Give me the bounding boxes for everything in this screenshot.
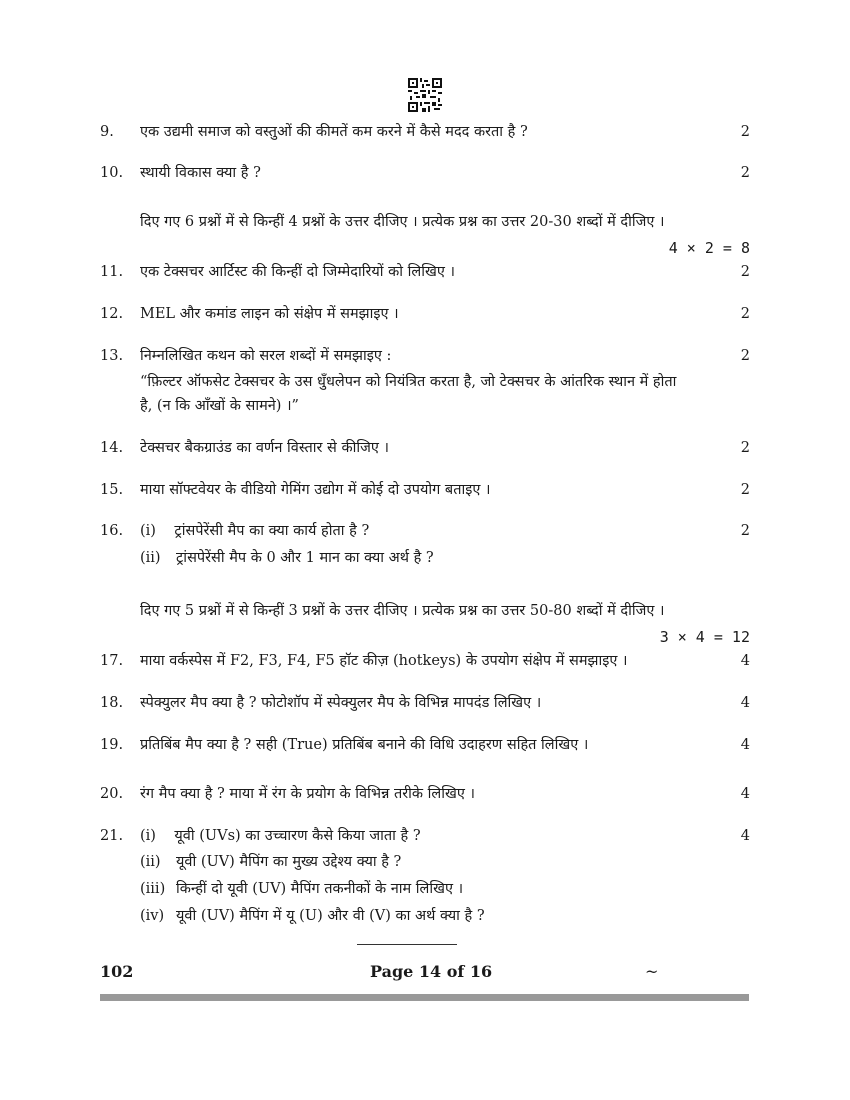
question-marks: 4: [740, 695, 750, 711]
quote-line-1: “फ़िल्टर ऑफसेट टेक्सचर के उस धुँधलेपन को नियंत्रित करता है, जो टेक्सचर के आंतरिक स्थान में होता: [140, 374, 677, 390]
question-marks: 2: [740, 440, 750, 456]
question-text: MEL और कमांड लाइन को संक्षेप में समझाइए ।: [140, 306, 399, 322]
question-text: माया सॉफ्टवेयर के वीडियो गेमिंग उद्योग में कोई दो उपयोग बताइए ।: [140, 482, 491, 498]
sub-question-number: (iv): [140, 908, 165, 924]
question-text: स्पेक्युलर मैप क्या है ? फोटोशॉप में स्पेक्युलर मैप के विभिन्न मापदंड लिखिए ।: [140, 695, 542, 711]
question-number: 17.: [100, 653, 124, 669]
section-total-marks: 4 × 2 = 8: [668, 239, 750, 257]
question-number: 19.: [100, 737, 124, 753]
quote-line-2: है, (न कि आँखों के सामने) ।”: [140, 398, 299, 414]
page-number: Page 14 of 16: [370, 962, 493, 981]
question-text: प्रतिबिंब मैप क्या है ? सही (True) प्रतिबिंब बनाने की विधि उदाहरण सहित लिखिए ।: [140, 737, 589, 753]
question-text: रंग मैप क्या है ? माया में रंग के प्रयोग के विभिन्न तरीके लिखिए ।: [140, 786, 475, 802]
question-marks: 2: [740, 264, 750, 280]
question-marks: 4: [740, 828, 750, 844]
question-marks: 2: [740, 482, 750, 498]
question-marks: 2: [740, 523, 750, 539]
question-marks: 2: [740, 165, 750, 181]
question-text: स्थायी विकास क्या है ?: [140, 165, 261, 181]
sub-question-text: यूवी (UV) मैपिंग में यू (U) और वी (V) का अर्थ क्या है ?: [176, 908, 485, 924]
question-text: एक उद्यमी समाज को वस्तुओं की कीमतें कम करने में कैसे मदद करता है ?: [140, 124, 528, 140]
sub-question-number: (iii): [140, 881, 166, 897]
question-number: 11.: [100, 264, 124, 280]
sub-question: [140, 879, 730, 899]
question-text: (i) यूवी (UVs) का उच्चारण कैसे किया जाता है ?: [140, 828, 421, 844]
question-marks: 2: [740, 306, 750, 322]
question-number: 9.: [100, 124, 114, 140]
sub-question-number: (ii): [140, 854, 161, 870]
sub-question-text: ट्रांसपेरेंसी मैप के 0 और 1 मान का क्या अर्थ है ?: [176, 550, 434, 566]
question-number: 14.: [100, 440, 124, 456]
question-marks: 4: [740, 737, 750, 753]
section-instruction: दिए गए 6 प्रश्नों में से किन्हीं 4 प्रश्नों के उत्तर दीजिए । प्रत्येक प्रश्न का उत्तर 20-30 शब्दों में दीजिए ।: [140, 214, 665, 230]
question-text: माया वर्कस्पेस में F2, F3, F4, F5 हॉट कीज़ (hotkeys) के उपयोग संक्षेप में समझाइए ।: [140, 653, 628, 669]
footer-divider: [357, 944, 457, 945]
question-number: 21.: [100, 828, 124, 844]
question-number: 15.: [100, 482, 124, 498]
question-number: 13.: [100, 348, 124, 364]
question-marks: 4: [740, 653, 750, 669]
paper-code: 102: [100, 962, 134, 981]
question-text: (i) ट्रांसपेरेंसी मैप का क्या कार्य होता है ?: [140, 523, 370, 539]
section-total-marks: 3 × 4 = 12: [659, 628, 750, 646]
question-text: टेक्सचर बैकग्राउंड का वर्णन विस्तार से कीजिए ।: [140, 440, 389, 456]
question-number: 12.: [100, 306, 124, 322]
question-text: निम्नलिखित कथन को सरल शब्दों में समझाइए :: [140, 348, 392, 364]
question-number: 20.: [100, 786, 124, 802]
sub-question: [140, 852, 730, 872]
question-number: 10.: [100, 165, 124, 181]
question-marks: 2: [740, 124, 750, 140]
question-marks: 4: [740, 786, 750, 802]
qr-code-icon: [408, 78, 442, 112]
section-instruction: दिए गए 5 प्रश्नों में से किन्हीं 3 प्रश्नों के उत्तर दीजिए । प्रत्येक प्रश्न का उत्तर 50-80 शब्दों में दीजिए ।: [140, 603, 665, 619]
sub-question-number: (ii): [140, 550, 161, 566]
question-number: 16.: [100, 523, 124, 539]
sub-question: [140, 548, 730, 568]
footer-mark: ~: [645, 962, 659, 981]
question-text: एक टेक्सचर आर्टिस्ट की किन्हीं दो जिम्मेदारियों को लिखिए ।: [140, 264, 455, 280]
sub-question-text: यूवी (UV) मैपिंग का मुख्य उद्देश्य क्या है ?: [176, 854, 402, 870]
bottom-bar: [100, 994, 749, 1001]
question-number: 18.: [100, 695, 124, 711]
question-marks: 2: [740, 348, 750, 364]
sub-question-text: किन्हीं दो यूवी (UV) मैपिंग तकनीकों के नाम लिखिए ।: [176, 881, 464, 897]
sub-question: [140, 906, 730, 926]
